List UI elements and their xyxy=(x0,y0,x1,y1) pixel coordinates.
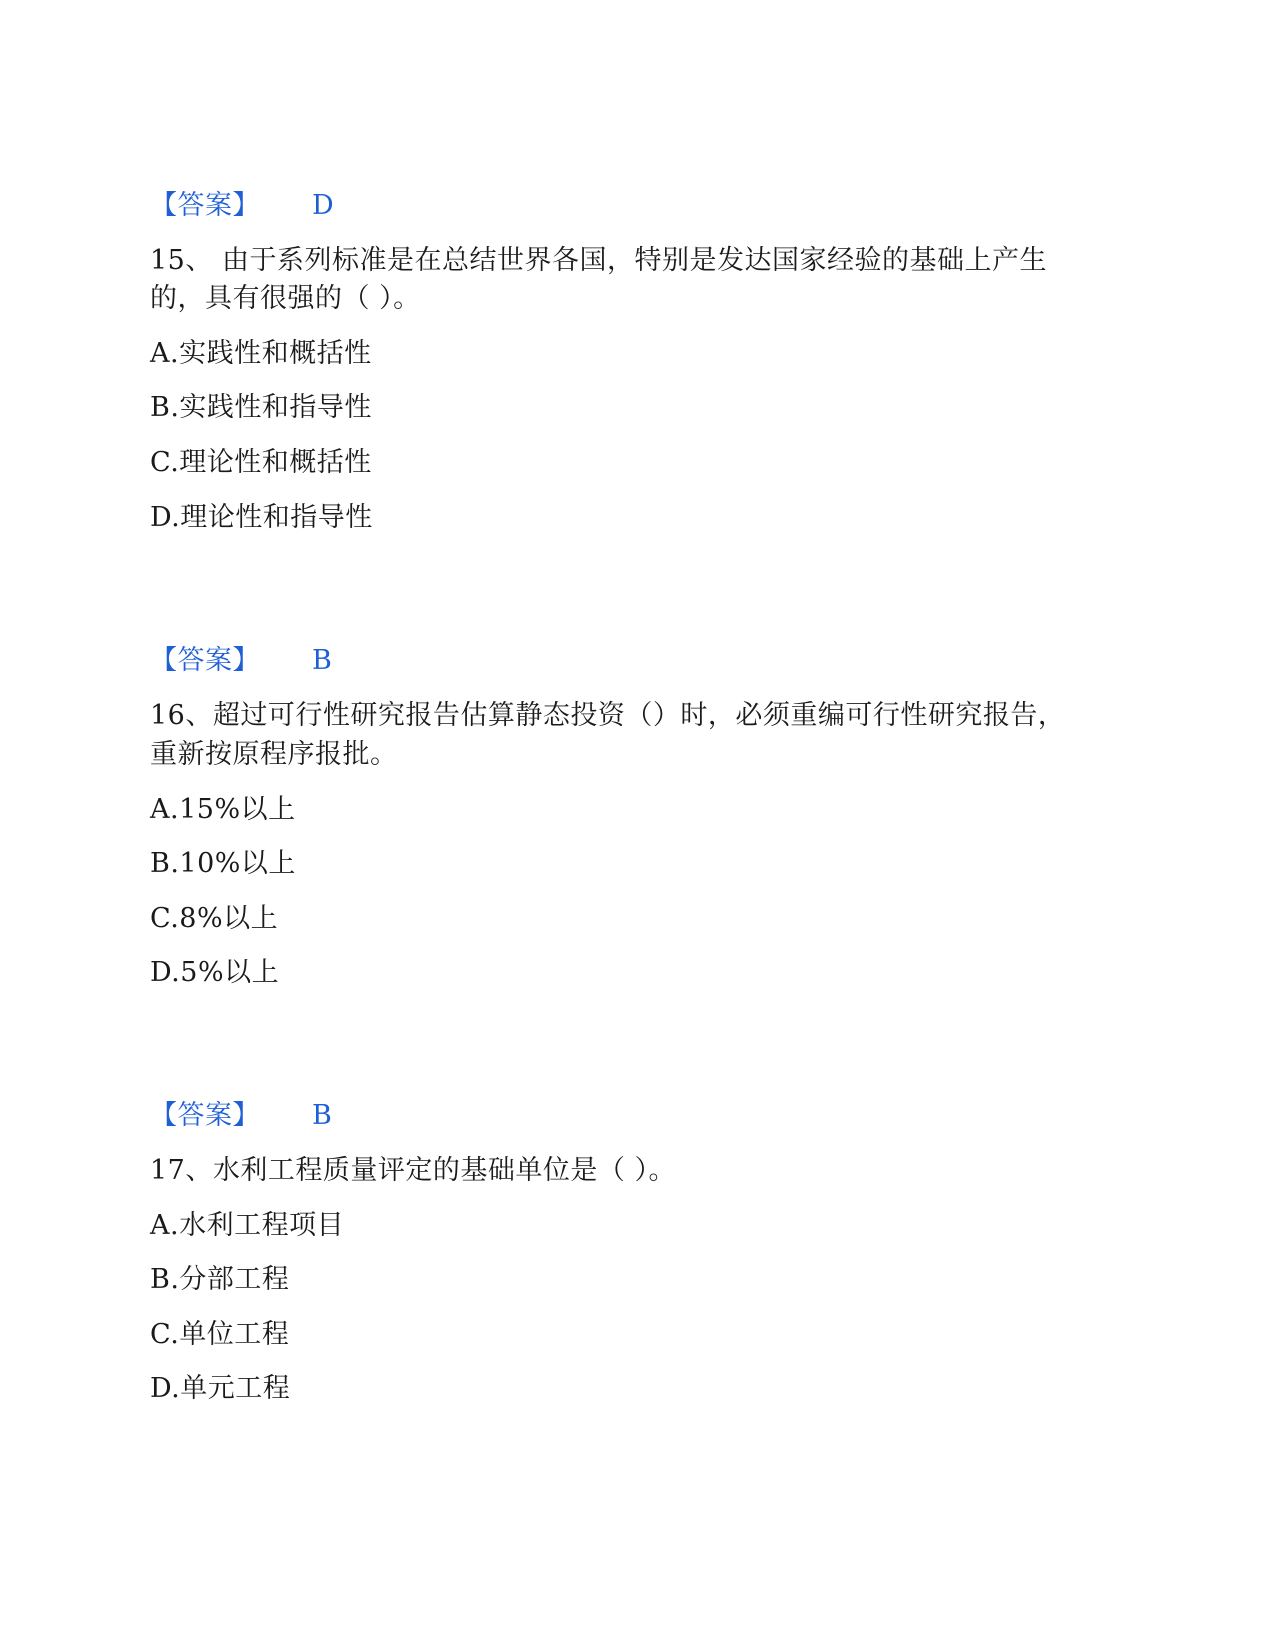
question-text: 17、水利工程质量评定的基础单位是（ ）。 xyxy=(150,1155,676,1186)
answer-value: B xyxy=(312,1100,333,1131)
option-d: D.5%以上 xyxy=(150,957,280,988)
answer-label: 【答案】 xyxy=(150,645,260,676)
answer-row xyxy=(150,643,332,679)
answer-label: 【答案】 xyxy=(150,190,260,221)
answer-label: 【答案】 xyxy=(150,1100,260,1131)
question-text: 15、 由于系列标准是在总结世界各国，特别是发达国家经验的基础上产生 xyxy=(150,245,1047,276)
option-a: A.15%以上 xyxy=(150,794,296,825)
answer-row xyxy=(150,188,334,224)
answer-value: D xyxy=(312,190,335,221)
option-c: C.理论性和概括性 xyxy=(150,447,372,478)
question-text: 16、超过可行性研究报告估算静态投资（）时，必须重编可行性研究报告， xyxy=(150,700,1066,731)
answer-value: B xyxy=(312,645,333,676)
option-d: D.单元工程 xyxy=(150,1373,291,1404)
option-b: B.10%以上 xyxy=(150,848,296,879)
option-c: C.单位工程 xyxy=(150,1319,290,1350)
question-text: 重新按原程序报批。 xyxy=(150,739,398,770)
answer-row xyxy=(150,1098,332,1134)
option-d: D.理论性和指导性 xyxy=(150,502,373,533)
option-a: A.实践性和概括性 xyxy=(150,338,372,369)
option-c: C.8%以上 xyxy=(150,903,279,934)
question-text: 的，具有很强的（ ）。 xyxy=(150,283,421,314)
option-a: A.水利工程项目 xyxy=(150,1210,345,1241)
option-b: B.实践性和指导性 xyxy=(150,392,372,423)
option-b: B.分部工程 xyxy=(150,1264,290,1295)
